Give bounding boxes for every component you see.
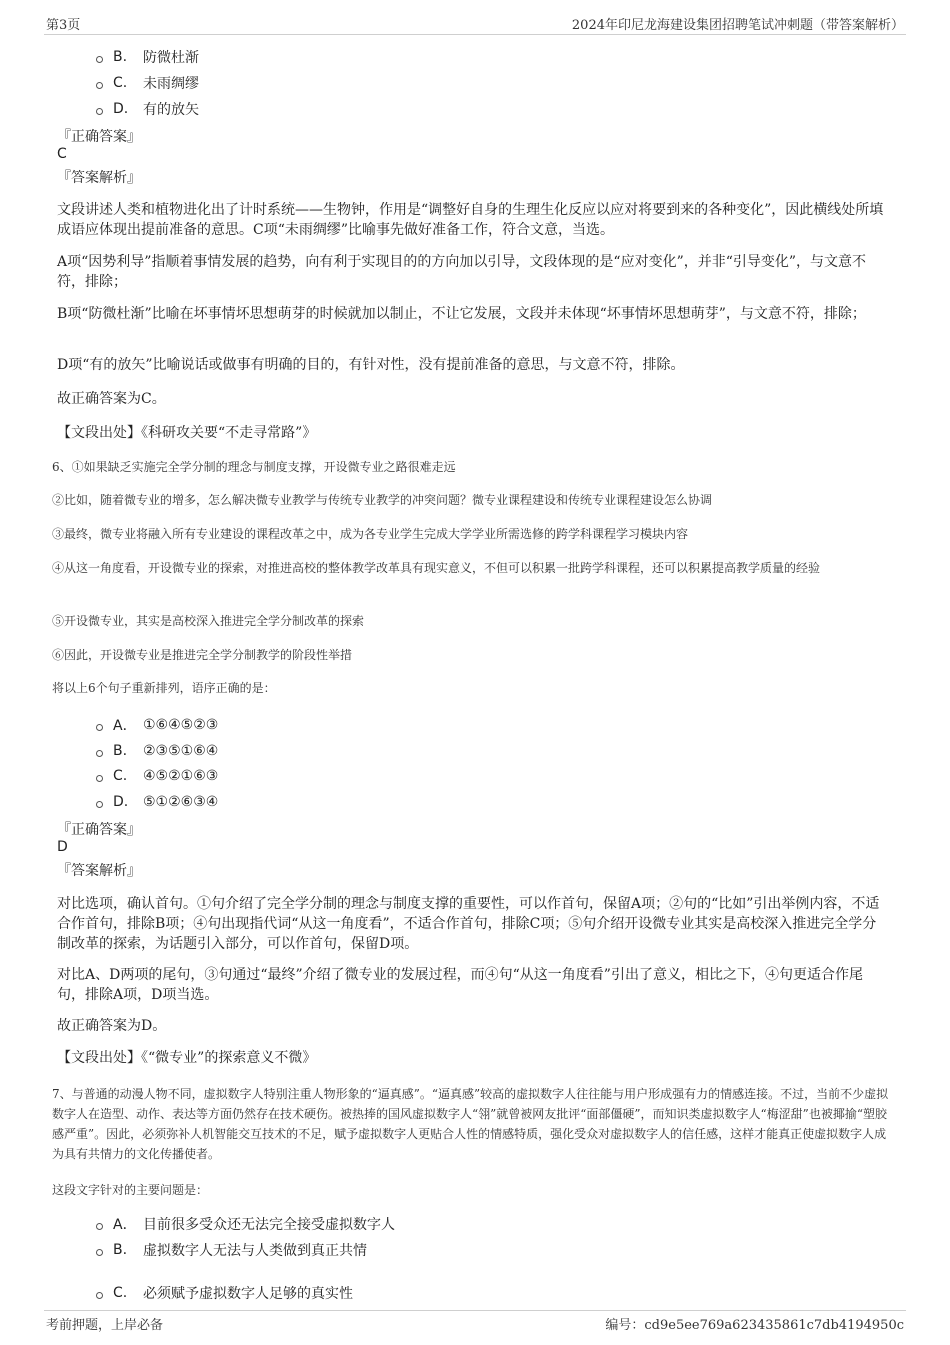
option-label: B. <box>113 1242 128 1258</box>
q6-analysis-paragraph: 对比选项，确认首句。①句介绍了完全学分制的理念与制度支撑的重要性，可以作首句，保留A项；②句的“比如”引出举例内容，不适合作首句，排除B项；④句出现指代词“从这一角度看”，不适合作首句，排除C项；⑤句介绍开设微专业其实是高校深入推进完全学分制改革的探索，为话题引入部分，可以作首句，保留D项。 <box>57 896 880 952</box>
option-text: ⑤①②⑥③④ <box>143 794 219 810</box>
q6-sentence-6: ⑥因此，开设微专业是推进完全学分制教学的阶段性举措 <box>52 648 353 662</box>
q7-option-a[interactable] <box>96 1214 395 1234</box>
q5-source: 【文段出处】《科研攻关要“不走寻常路”》 <box>57 425 317 441</box>
q5-analysis-paragraph: D项“有的放矢”比喻说话或做事有明确的目的，有针对性，没有提前准备的意思，与文意不符，排除。 <box>57 357 685 373</box>
q5-analysis-heading: 『答案解析』 <box>57 170 141 186</box>
q6-analysis-paragraph: 对比A、D两项的尾句，③句通过“最终”介绍了微专业的发展过程，而④句“从这一角度看”引出了意义，相比之下，④句更适合作尾句，排除A项，D项当选。 <box>57 967 863 1003</box>
q6-sentence-2: ②比如，随着微专业的增多，怎么解决微专业教学与传统专业教学的冲突问题？微专业课程建设和传统专业课程建设怎么协调 <box>52 493 713 507</box>
document-title: 2024年印尼龙海建设集团招聘笔试冲刺题（带答案解析） <box>571 18 904 33</box>
q5-analysis-paragraph: A项“因势利导”指顺着事情发展的趋势，向有利于实现目的的方向加以引导，文段体现的是“应对变化”，并非“引导变化”，与文意不符，排除； <box>57 254 867 290</box>
option-text: ②③⑤①⑥④ <box>143 743 219 759</box>
radio-icon[interactable] <box>96 1249 103 1256</box>
option-label: A． <box>113 718 137 734</box>
q6-correct-heading: 『正确答案』 <box>57 822 141 838</box>
q6-option-c[interactable] <box>96 766 218 786</box>
q7-stem: 7、与普通的动漫人物不同，虚拟数字人特别注重人物形象的“逼真感”。“逼真感”较高的虚拟数字人往往能与用户形成强有力的情感连接。不过，当前不少虚拟数字人在造型、动作、表达等方面仍然存在技术硬伤。被热捧的国风虚拟数字人“翎”就曾被网友批评“面部僵硬”，而知识类虚拟数字人“梅涩甜”也被揶揄“塑胶感严重”。因此，必须弥补人机智能交互技术的不足，赋予虚拟数字人更贴合人性的情感特质，强化受众对虚拟数字人的信任感，这样才能真正使虚拟数字人成为具有共情力的文化传播使者。 <box>52 1087 889 1161</box>
q6-sentence-1: 6、①如果缺乏实施完全学分制的理念与制度支撑，开设微专业之路很难走远 <box>52 460 456 474</box>
q5-analysis-paragraph: B项“防微杜渐”比喻在坏事情坏思想萌芽的时候就加以制止，不让它发展，文段并未体现“坏事情坏思想萌芽”，与文意不符，排除； <box>57 306 866 322</box>
q7-prompt: 这段文字针对的主要问题是： <box>52 1183 209 1197</box>
q7-option-b[interactable] <box>96 1240 367 1260</box>
option-text: 目前很多受众还无法完全接受虚拟数字人 <box>143 1217 395 1233</box>
q5-analysis-paragraph: 文段讲述人类和植物进化出了计时系统——生物钟，作用是“调整好自身的生理生化反应以应对将要到来的各种变化”，因此横线处所填成语应体现出提前准备的意思。C项“未雨绸缪”比喻事先做好准备工作，符合文意，当选。 <box>57 202 884 238</box>
q5-option-d[interactable] <box>96 99 199 119</box>
option-text: ①⑥④⑤②③ <box>143 717 219 733</box>
q5-analysis-paragraph: 故正确答案为C。 <box>57 391 166 407</box>
option-label: C. <box>113 1285 128 1301</box>
q5-answer: C <box>57 146 67 162</box>
option-label: D. <box>113 101 129 117</box>
radio-icon[interactable] <box>96 775 103 782</box>
option-text: 必须赋予虚拟数字人足够的真实性 <box>143 1286 353 1302</box>
q6-sentence-5: ⑤开设微专业，其实是高校深入推进完全学分制改革的探索 <box>52 614 365 628</box>
option-label: A． <box>113 1217 137 1233</box>
q7-option-c[interactable] <box>96 1283 353 1303</box>
header-divider <box>44 34 906 35</box>
q6-sentence-3: ③最终，微专业将融入所有专业建设的课程改革之中，成为各专业学生完成大学学业所需选修的跨学科课程学习模块内容 <box>52 527 689 541</box>
radio-icon[interactable] <box>96 108 103 115</box>
radio-icon[interactable] <box>96 724 103 731</box>
document-id: 编号：cd9e5ee769a623435861c7db4194950c <box>605 1318 904 1333</box>
radio-icon[interactable] <box>96 750 103 757</box>
footer-divider <box>44 1310 906 1311</box>
option-text: 有的放矢 <box>143 102 199 118</box>
q5-correct-heading: 『正确答案』 <box>57 129 141 145</box>
option-text: 防微杜渐 <box>143 50 199 66</box>
radio-icon[interactable] <box>96 56 103 63</box>
footer-slogan: 考前押题，上岸必备 <box>46 1318 164 1333</box>
q6-analysis-paragraph: 故正确答案为D。 <box>57 1018 167 1034</box>
q6-sentence-4: ④从这一角度看，开设微专业的探索，对推进高校的整体教学改革具有现实意义，不但可以积累一批跨学科课程，还可以积累提高教学质量的经验 <box>52 561 821 575</box>
page-number: 第3页 <box>46 18 81 33</box>
option-text: 未雨绸缪 <box>143 76 199 92</box>
option-label: D. <box>113 794 129 810</box>
option-label: B. <box>113 49 128 65</box>
q5-option-b[interactable] <box>96 47 199 67</box>
q6-analysis-heading: 『答案解析』 <box>57 863 141 879</box>
radio-icon[interactable] <box>96 1223 103 1230</box>
q6-option-b[interactable] <box>96 741 218 761</box>
option-text: 虚拟数字人无法与人类做到真正共情 <box>143 1243 367 1259</box>
q6-prompt: 将以上6个句子重新排列，语序正确的是： <box>52 681 276 695</box>
q5-option-c[interactable] <box>96 73 199 93</box>
option-label: C. <box>113 75 128 91</box>
option-text: ④⑤②①⑥③ <box>143 768 219 784</box>
radio-icon[interactable] <box>96 801 103 808</box>
q6-option-d[interactable] <box>96 792 218 812</box>
option-label: C. <box>113 768 128 784</box>
q6-source: 【文段出处】《“微专业”的探索意义不微》 <box>57 1050 317 1066</box>
option-label: B. <box>113 743 128 759</box>
radio-icon[interactable] <box>96 1292 103 1299</box>
q6-answer: D <box>57 839 68 855</box>
q6-option-a[interactable] <box>96 715 218 735</box>
radio-icon[interactable] <box>96 82 103 89</box>
